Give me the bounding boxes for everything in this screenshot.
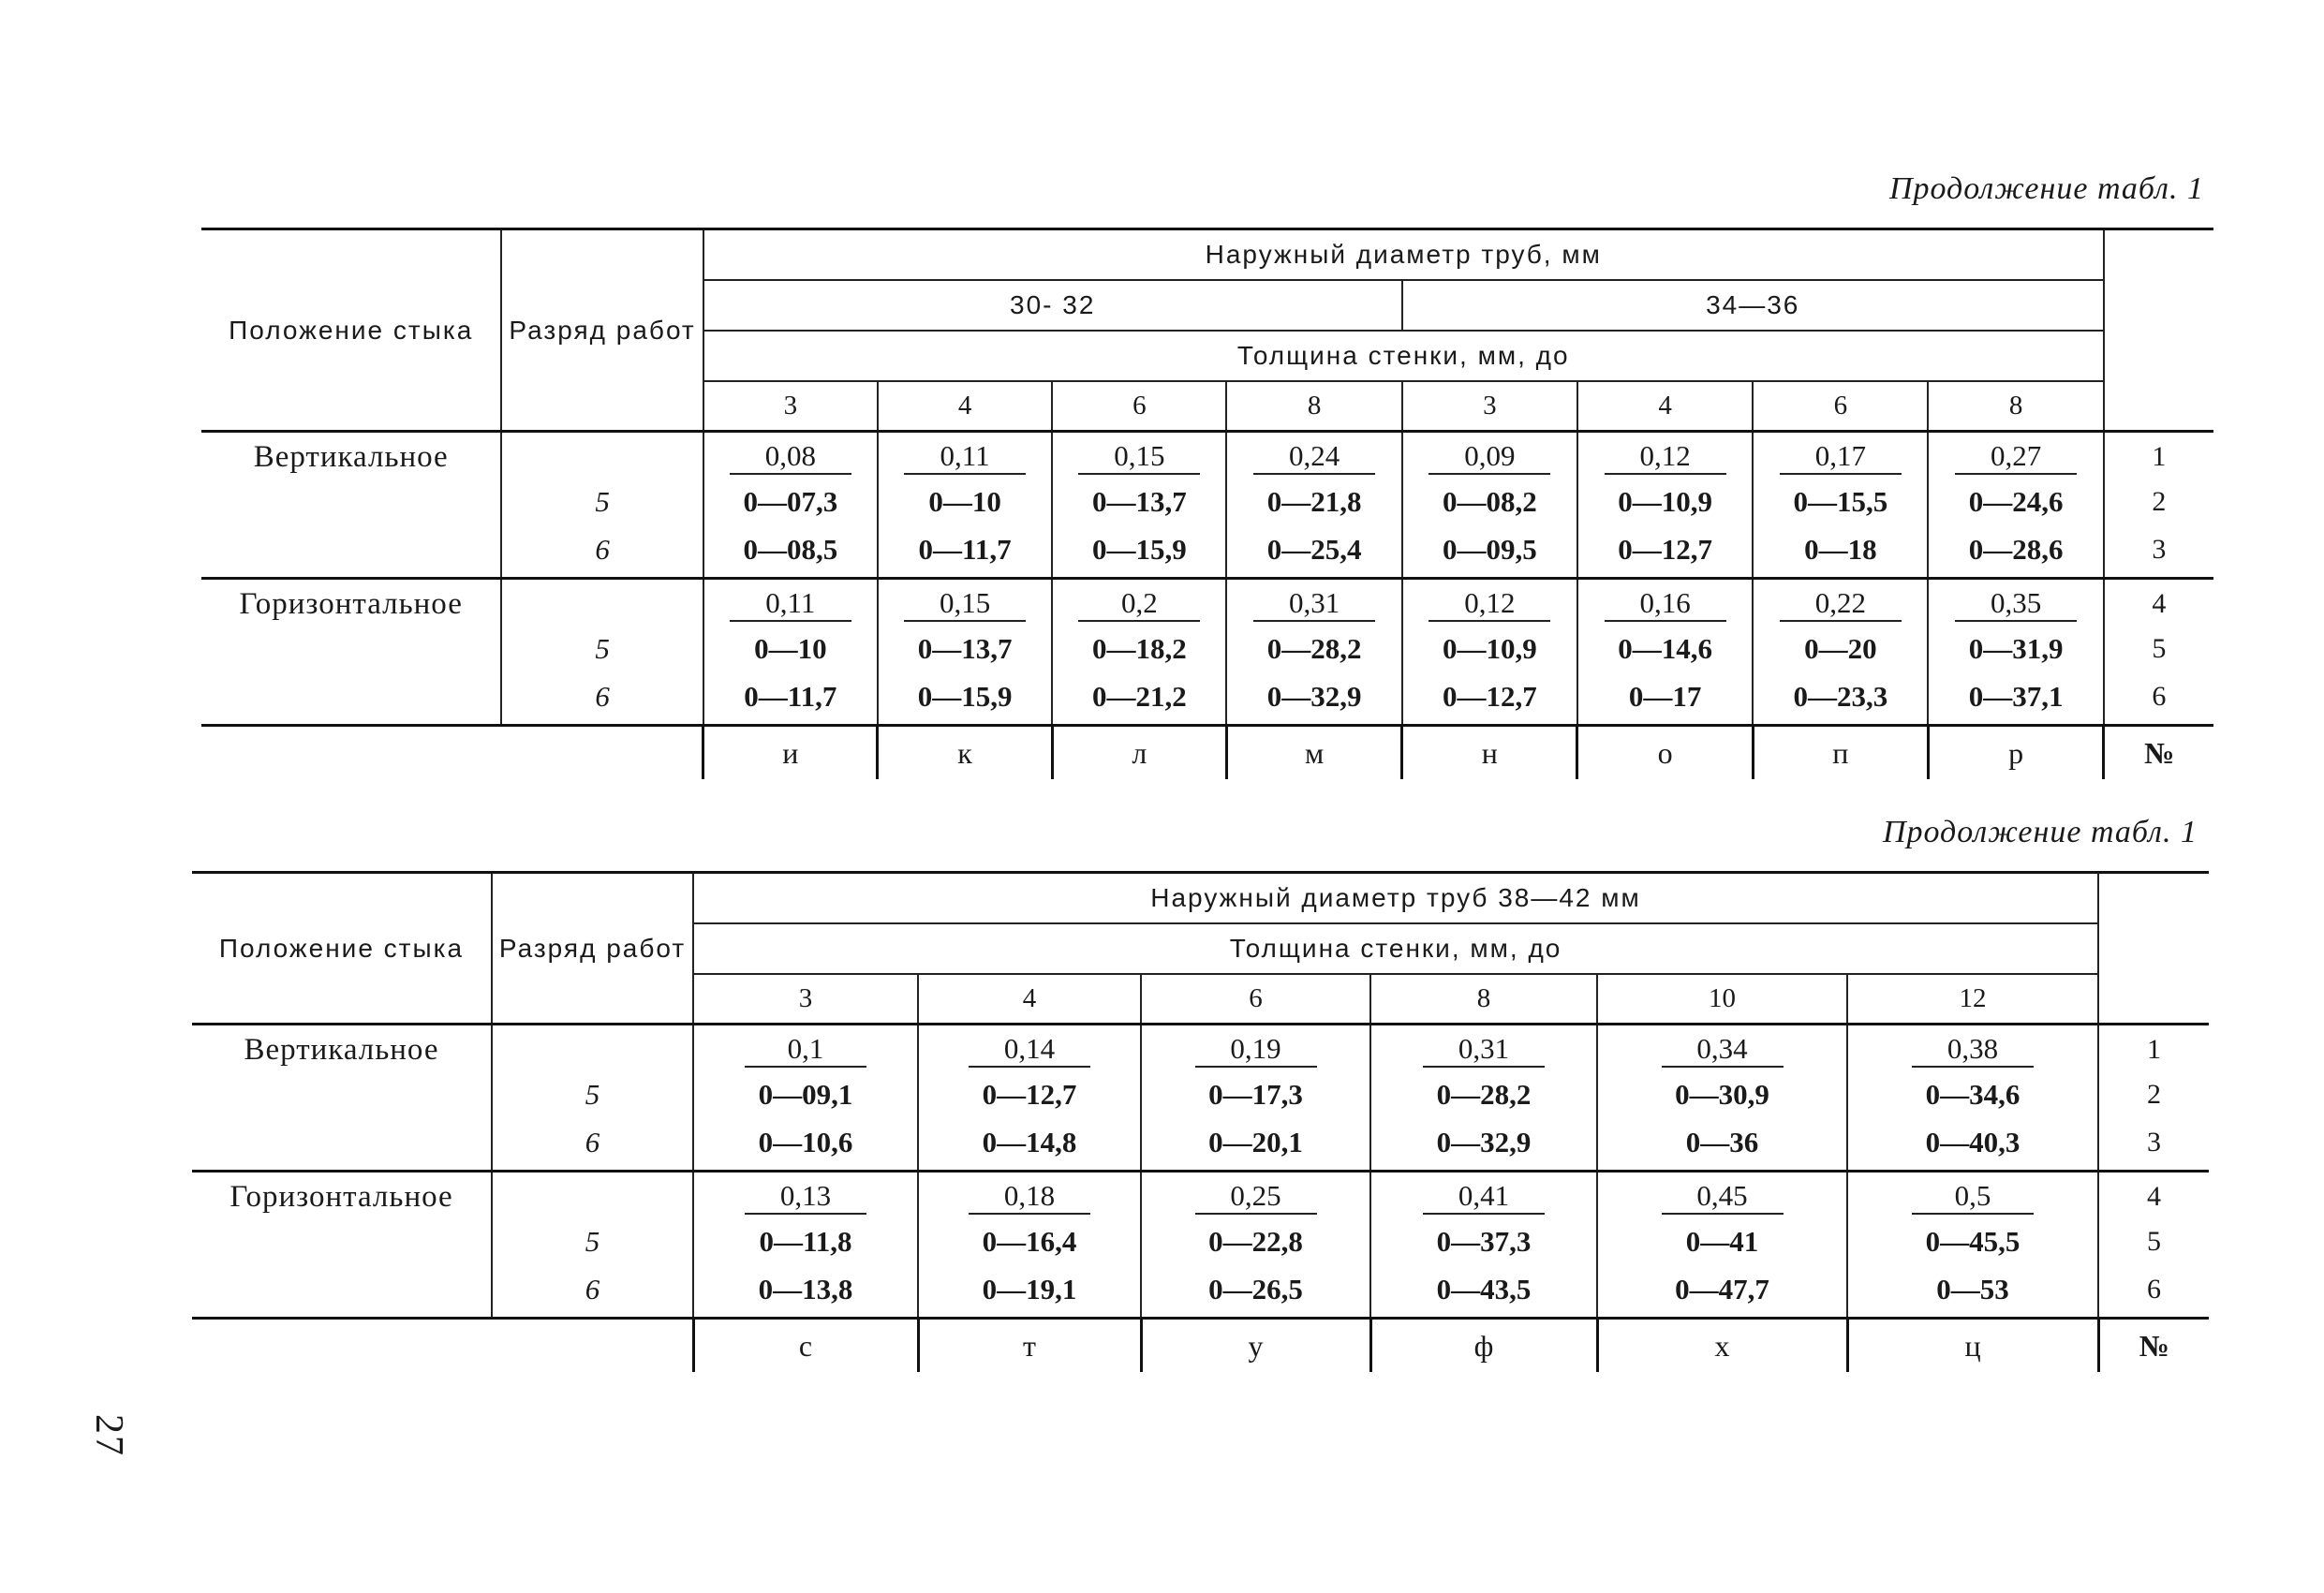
- range-cell: [1753, 481, 1928, 523]
- range-value: 0—07,3: [743, 485, 838, 518]
- range-cell: [1141, 1074, 1370, 1115]
- range-cell: [878, 628, 1052, 670]
- thickness-value: 4: [918, 974, 1141, 1025]
- row-number: 5: [2147, 1226, 2162, 1257]
- price-value: 0,15: [1078, 439, 1200, 475]
- empty-cell: [492, 1319, 693, 1373]
- price-value: 0,27: [1955, 439, 2077, 475]
- price-value: 0,12: [1428, 586, 1550, 622]
- range-value: 0—32,9: [1266, 680, 1362, 713]
- row-number: 6: [2152, 681, 2167, 712]
- thickness-value: 6: [1052, 381, 1226, 432]
- range-value: 0—37,3: [1436, 1225, 1532, 1258]
- range-value: 0—41: [1685, 1225, 1759, 1258]
- row-number: 4: [2104, 579, 2213, 629]
- table-row: [201, 523, 2213, 579]
- grade-cell: 5: [492, 1074, 693, 1115]
- position-cell: [192, 1172, 492, 1319]
- grade-cell: 6: [501, 670, 703, 726]
- price-value: 0,31: [1253, 586, 1375, 622]
- grade-header: Разряд работ: [492, 873, 693, 1025]
- range-value: 0—17,3: [1208, 1078, 1303, 1111]
- thickness-value: 4: [1577, 381, 1753, 432]
- column-letter: м: [1226, 726, 1401, 780]
- range-value: 0—34,6: [1925, 1078, 2021, 1111]
- range-cell: [1402, 670, 1577, 726]
- range-cell: [1753, 523, 1928, 579]
- thickness-value: 3: [703, 381, 878, 432]
- table-row: [201, 628, 2213, 670]
- range-cell: [1141, 1221, 1370, 1262]
- range-cell: [1370, 1115, 1597, 1172]
- price-cell: [693, 1172, 918, 1222]
- price-value: 0,18: [969, 1179, 1090, 1215]
- range-cell: [703, 628, 878, 670]
- price-value: 0,35: [1955, 586, 2077, 622]
- range-value: 0—09,1: [758, 1078, 853, 1111]
- range-value: 0—31,9: [1968, 632, 2064, 665]
- row-number: 1: [2098, 1025, 2209, 1075]
- diameter-group: 30- 32: [703, 280, 1402, 331]
- range-value: 0—37,1: [1968, 680, 2064, 713]
- range-value: 0—21,2: [1091, 680, 1187, 713]
- price-cell: [1370, 1172, 1597, 1222]
- price-cell: [1141, 1172, 1370, 1222]
- row-number: 6: [2147, 1274, 2162, 1305]
- price-value: 0,11: [904, 439, 1026, 475]
- range-cell: [1928, 523, 2103, 579]
- price-cell: [1226, 432, 1401, 482]
- range-cell: [1597, 1115, 1847, 1172]
- price-cell: [1577, 579, 1753, 629]
- range-value: 0—14,6: [1618, 632, 1712, 665]
- range-cell: [703, 523, 878, 579]
- table-row: [192, 1115, 2209, 1172]
- range-cell: [1141, 1262, 1370, 1319]
- position-label: Вертикальное: [253, 440, 449, 474]
- thickness-value: 4: [878, 381, 1052, 432]
- range-value: 0—32,9: [1436, 1126, 1532, 1158]
- range-cell: [1226, 628, 1401, 670]
- range-cell: [1928, 628, 2103, 670]
- grade-cell: 6: [492, 1262, 693, 1319]
- price-cell: [1052, 579, 1226, 629]
- price-cell: [1370, 1025, 1597, 1075]
- range-cell: [1402, 523, 1577, 579]
- range-cell: [1052, 628, 1226, 670]
- grade-cell: [501, 579, 703, 629]
- range-cell: [1928, 481, 2103, 523]
- range-value: 0—12,7: [1618, 533, 1712, 566]
- range-value: 0—23,3: [1793, 680, 1888, 713]
- table-row: [201, 432, 2213, 482]
- range-cell: [1370, 1221, 1597, 1262]
- price-value: 0,45: [1662, 1179, 1784, 1215]
- range-value: 0—09,5: [1442, 533, 1537, 566]
- row-number: 3: [2147, 1127, 2162, 1158]
- range-cell: [1052, 670, 1226, 726]
- range-value: 0—28,6: [1968, 533, 2064, 566]
- range-value: 0—12,7: [1442, 680, 1537, 713]
- price-cell: [1597, 1172, 1847, 1222]
- range-value: 0—26,5: [1208, 1273, 1303, 1305]
- range-cell: [693, 1074, 918, 1115]
- thickness-value: 6: [1141, 974, 1370, 1025]
- price-value: 0,13: [745, 1179, 866, 1215]
- page-number: 27: [87, 1414, 130, 1457]
- price-value: 0,22: [1780, 586, 1902, 622]
- grade-cell: [492, 1172, 693, 1222]
- diameter-header: Наружный диаметр труб, мм: [703, 229, 2104, 280]
- range-cell: [1847, 1074, 2098, 1115]
- continuation-caption-1: Продолжение табл. 1: [1888, 171, 2204, 206]
- thickness-value: 8: [1226, 381, 1401, 432]
- grade-cell: 6: [501, 523, 703, 579]
- range-value: 0—12,7: [982, 1078, 1077, 1111]
- range-value: 0—16,4: [982, 1225, 1077, 1258]
- price-cell: [1402, 432, 1577, 482]
- number-sign: №: [2104, 726, 2213, 780]
- price-cell: [1577, 432, 1753, 482]
- range-value: 0—40,3: [1925, 1126, 2021, 1158]
- range-value: 0—10,6: [758, 1126, 853, 1158]
- empty-cell: [192, 1319, 492, 1373]
- range-cell: [693, 1115, 918, 1172]
- range-value: 0—30,9: [1675, 1078, 1769, 1111]
- price-value: 0,15: [904, 586, 1026, 622]
- range-cell: [1847, 1115, 2098, 1172]
- position-header: Положение стыка: [192, 873, 492, 1025]
- price-cell: [1402, 579, 1577, 629]
- price-value: 0,34: [1662, 1032, 1784, 1068]
- position-header: Положение стыка: [201, 229, 501, 432]
- range-cell: [1370, 1074, 1597, 1115]
- price-cell: [1226, 579, 1401, 629]
- range-value: 0—11,8: [759, 1225, 852, 1258]
- price-value: 0,09: [1428, 439, 1550, 475]
- table-row: [192, 1074, 2209, 1115]
- range-cell: [703, 670, 878, 726]
- range-cell: [1577, 523, 1753, 579]
- price-cell: [703, 579, 878, 629]
- column-letter: с: [693, 1319, 918, 1373]
- thickness-header: Толщина стенки, мм, до: [693, 923, 2098, 974]
- range-cell: [1226, 481, 1401, 523]
- range-value: 0—21,8: [1266, 485, 1362, 518]
- range-cell: [878, 670, 1052, 726]
- row-number: 2: [2147, 1079, 2162, 1110]
- range-value: 0—36: [1685, 1126, 1759, 1158]
- column-letter: ц: [1847, 1319, 2098, 1373]
- grade-cell: 6: [492, 1115, 693, 1172]
- price-value: 0,38: [1912, 1032, 2034, 1068]
- price-value: 0,41: [1423, 1179, 1545, 1215]
- letters-row: [201, 726, 2213, 780]
- grade-cell: 5: [492, 1221, 693, 1262]
- range-value: 0—43,5: [1436, 1273, 1532, 1305]
- range-value: 0—15,9: [1091, 533, 1187, 566]
- thickness-value: 12: [1847, 974, 2098, 1025]
- price-cell: [918, 1025, 1141, 1075]
- range-value: 0—10,9: [1442, 632, 1537, 665]
- column-letter: п: [1753, 726, 1928, 780]
- price-cell: [703, 432, 878, 482]
- price-value: 0,19: [1195, 1032, 1317, 1068]
- row-number: 3: [2152, 534, 2167, 565]
- range-value: 0—17: [1628, 680, 1702, 713]
- range-value: 0—11,7: [918, 533, 1012, 566]
- position-cell: [201, 432, 501, 579]
- price-value: 0,12: [1605, 439, 1726, 475]
- price-value: 0,16: [1605, 586, 1726, 622]
- continuation-caption-2: Продолжение табл. 1: [1882, 815, 2198, 849]
- thickness-value: 8: [1370, 974, 1597, 1025]
- range-value: 0—22,8: [1208, 1225, 1303, 1258]
- range-cell: [1577, 628, 1753, 670]
- grade-cell: 5: [501, 628, 703, 670]
- range-cell: [918, 1221, 1141, 1262]
- range-value: 0—11,7: [744, 680, 837, 713]
- range-cell: [878, 523, 1052, 579]
- price-cell: [1141, 1025, 1370, 1075]
- number-sign: №: [2098, 1319, 2209, 1373]
- range-cell: [1847, 1221, 2098, 1262]
- diameter-group: 34—36: [1402, 280, 2104, 331]
- range-value: 0—20,1: [1208, 1126, 1303, 1158]
- price-cell: [1753, 579, 1928, 629]
- grade-header: Разряд работ: [501, 229, 703, 432]
- position-label: Горизонтальное: [229, 1180, 453, 1214]
- position-cell: [192, 1025, 492, 1172]
- table-row: [201, 481, 2213, 523]
- row-number: 2: [2152, 486, 2167, 517]
- table-row: [192, 1221, 2209, 1262]
- price-cell: [693, 1025, 918, 1075]
- grade-cell: [501, 432, 703, 482]
- row-number: 4: [2098, 1172, 2209, 1222]
- range-value: 0—18: [1804, 533, 1877, 566]
- thickness-value: 10: [1597, 974, 1847, 1025]
- rownum-header: [2104, 229, 2213, 432]
- column-letter: к: [878, 726, 1052, 780]
- range-value: 0—10: [754, 632, 827, 665]
- range-value: 0—24,6: [1968, 485, 2064, 518]
- price-value: 0,08: [730, 439, 851, 475]
- range-value: 0—28,2: [1436, 1078, 1532, 1111]
- price-cell: [878, 579, 1052, 629]
- price-cell: [1928, 579, 2103, 629]
- row-number: 1: [2104, 432, 2213, 482]
- norms-table-2: [192, 871, 2209, 1372]
- range-cell: [1753, 670, 1928, 726]
- column-letter: у: [1141, 1319, 1370, 1373]
- range-cell: [1597, 1262, 1847, 1319]
- range-cell: [918, 1262, 1141, 1319]
- column-letter: х: [1597, 1319, 1847, 1373]
- range-cell: [878, 481, 1052, 523]
- diameter-header: Наружный диаметр труб 38—42 мм: [693, 873, 2098, 923]
- thickness-header: Толщина стенки, мм, до: [703, 331, 2104, 381]
- empty-cell: [201, 726, 501, 780]
- letters-row: [192, 1319, 2209, 1373]
- range-cell: [918, 1074, 1141, 1115]
- column-letter: т: [918, 1319, 1141, 1373]
- range-cell: [1226, 523, 1401, 579]
- range-value: 0—15,9: [917, 680, 1013, 713]
- range-cell: [1597, 1074, 1847, 1115]
- range-cell: [1370, 1262, 1597, 1319]
- column-letter: л: [1052, 726, 1226, 780]
- price-value: 0,25: [1195, 1179, 1317, 1215]
- range-value: 0—20: [1804, 632, 1877, 665]
- range-cell: [1141, 1115, 1370, 1172]
- price-cell: [878, 432, 1052, 482]
- range-cell: [1402, 481, 1577, 523]
- price-cell: [1847, 1025, 2098, 1075]
- range-value: 0—18,2: [1091, 632, 1187, 665]
- column-letter: и: [703, 726, 878, 780]
- range-value: 0—47,7: [1675, 1273, 1769, 1305]
- range-value: 0—10,9: [1618, 485, 1712, 518]
- range-value: 0—08,2: [1442, 485, 1537, 518]
- range-cell: [703, 481, 878, 523]
- price-value: 0,17: [1780, 439, 1902, 475]
- table-row: [201, 579, 2213, 629]
- range-value: 0—13,7: [1091, 485, 1187, 518]
- thickness-value: 6: [1753, 381, 1928, 432]
- price-cell: [1928, 432, 2103, 482]
- range-value: 0—15,5: [1793, 485, 1888, 518]
- range-cell: [918, 1115, 1141, 1172]
- price-cell: [1753, 432, 1928, 482]
- price-cell: [918, 1172, 1141, 1222]
- column-letter: н: [1402, 726, 1577, 780]
- thickness-value: 3: [1402, 381, 1577, 432]
- range-value: 0—13,8: [758, 1273, 853, 1305]
- column-letter: ф: [1370, 1319, 1597, 1373]
- table-row: [192, 1262, 2209, 1319]
- range-cell: [1847, 1262, 2098, 1319]
- price-value: 0,24: [1253, 439, 1375, 475]
- range-cell: [1928, 670, 2103, 726]
- range-cell: [693, 1221, 918, 1262]
- thickness-value: 8: [1928, 381, 2103, 432]
- position-cell: [201, 579, 501, 726]
- price-value: 0,11: [730, 586, 851, 622]
- range-value: 0—25,4: [1266, 533, 1362, 566]
- range-cell: [1052, 523, 1226, 579]
- price-cell: [1052, 432, 1226, 482]
- range-cell: [1052, 481, 1226, 523]
- range-value: 0—53: [1936, 1273, 2009, 1305]
- price-value: 0,2: [1078, 586, 1200, 622]
- price-value: 0,14: [969, 1032, 1090, 1068]
- column-letter: р: [1928, 726, 2103, 780]
- grade-cell: 5: [501, 481, 703, 523]
- range-cell: [1577, 670, 1753, 726]
- grade-cell: [492, 1025, 693, 1075]
- empty-cell: [501, 726, 703, 780]
- range-cell: [1402, 628, 1577, 670]
- range-value: 0—13,7: [917, 632, 1013, 665]
- range-cell: [693, 1262, 918, 1319]
- price-cell: [1597, 1025, 1847, 1075]
- range-value: 0—10: [928, 485, 1001, 518]
- table-row: [201, 670, 2213, 726]
- column-letter: о: [1577, 726, 1753, 780]
- row-number: 5: [2152, 633, 2167, 664]
- rownum-header: [2098, 873, 2209, 1025]
- norms-table-1: [201, 228, 2213, 779]
- table-row: [192, 1025, 2209, 1075]
- table-row: [192, 1172, 2209, 1222]
- range-value: 0—08,5: [743, 533, 838, 566]
- range-value: 0—45,5: [1925, 1225, 2021, 1258]
- price-value: 0,31: [1423, 1032, 1545, 1068]
- price-value: 0,1: [745, 1032, 866, 1068]
- range-value: 0—19,1: [982, 1273, 1077, 1305]
- thickness-value: 3: [693, 974, 918, 1025]
- price-cell: [1847, 1172, 2098, 1222]
- range-cell: [1226, 670, 1401, 726]
- range-cell: [1577, 481, 1753, 523]
- range-value: 0—14,8: [982, 1126, 1077, 1158]
- position-label: Горизонтальное: [239, 587, 463, 621]
- price-value: 0,5: [1912, 1179, 2034, 1215]
- position-label: Вертикальное: [244, 1033, 439, 1067]
- range-value: 0—28,2: [1266, 632, 1362, 665]
- range-cell: [1753, 628, 1928, 670]
- range-cell: [1597, 1221, 1847, 1262]
